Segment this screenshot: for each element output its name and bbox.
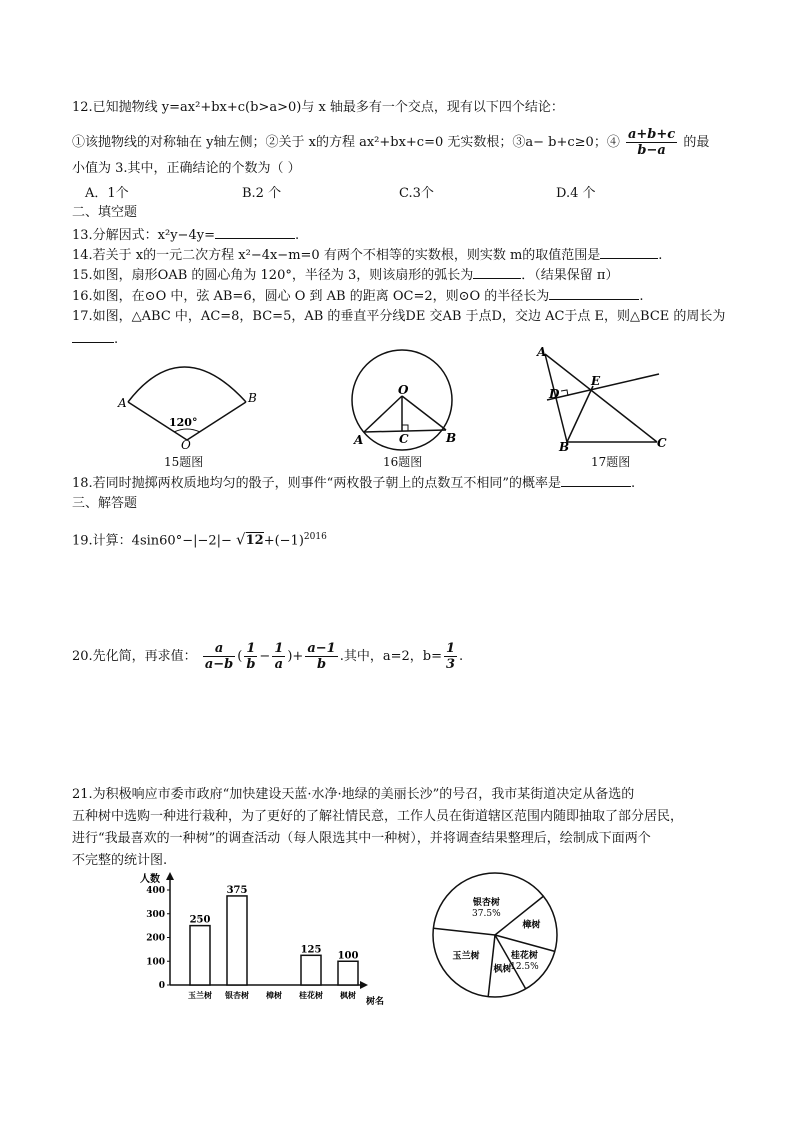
q16-period: . bbox=[639, 289, 644, 304]
category-label: 桂花树 bbox=[299, 990, 323, 1000]
q12-line1: 12.已知抛物线 y=ax²+bx+c(b>a>0)与 x 轴最多有一个交点，现有以下四个结论： bbox=[72, 100, 564, 115]
pie-slices bbox=[433, 873, 557, 997]
q12-option-a: A．1个 bbox=[85, 186, 129, 201]
y-tick-label: 300 bbox=[146, 909, 165, 920]
pie-slice-percent: 37.5% bbox=[472, 909, 501, 920]
q20-frac-4 bbox=[305, 641, 337, 672]
q18-period: . bbox=[630, 476, 636, 491]
sector-arc bbox=[128, 367, 246, 402]
pie-slice-percent: 12.5% bbox=[510, 961, 539, 972]
q13-text: 13.分解因式：x²y−4y= bbox=[72, 228, 215, 243]
q21-line2: 五种树中选购一种进行栽种，为了更好的了解社情民意，工作人员在街道辖区范围内随即抽取了部分居民， bbox=[72, 809, 684, 824]
q19-radicand: 12 bbox=[245, 533, 264, 549]
q20-frac-1-num: a bbox=[203, 641, 235, 657]
bar-value-label: 375 bbox=[226, 884, 248, 896]
q12-line2-end: 的最 bbox=[683, 135, 710, 150]
figure-17-svg bbox=[533, 346, 673, 452]
bar bbox=[301, 955, 321, 985]
right-angle-mark bbox=[402, 425, 408, 431]
q16-text: 16.如图，在⊙O 中，弦 AB=6，圆心 O 到 AB 的距离 OC=2，则⊙O 的半径长为 bbox=[72, 289, 550, 304]
q21-line1: 21.为积极响应市委市政府“加快建设天蓝·水净·地绿的美丽长沙”的号召，我市某街道决定从备选的 bbox=[72, 787, 635, 802]
side-ac bbox=[545, 354, 657, 442]
q15 bbox=[72, 266, 618, 285]
q20-paren-open: ( bbox=[237, 649, 243, 664]
figure-16 bbox=[340, 346, 465, 458]
x-axis-label: 树名 bbox=[366, 997, 385, 1007]
label-b: B bbox=[559, 440, 570, 452]
pie-slice-label: 枫树 bbox=[493, 964, 512, 975]
q12-frac-num: a+b+c bbox=[627, 127, 676, 142]
figure-15 bbox=[112, 350, 262, 454]
bar-value-label: 100 bbox=[337, 950, 359, 962]
q20-frac-5 bbox=[444, 641, 457, 672]
perpendicular-bisector bbox=[547, 374, 659, 400]
figure-17 bbox=[533, 346, 673, 456]
label-o: O bbox=[398, 383, 409, 397]
q17-answer-blank bbox=[72, 330, 114, 343]
bar-chart bbox=[130, 870, 390, 1014]
pie-slice-label: 银杏树 bbox=[472, 898, 500, 909]
q15-answer-blank bbox=[473, 266, 521, 279]
label-a: A bbox=[354, 433, 364, 447]
q20-frac-1-den: a−b bbox=[204, 657, 234, 672]
x-axis-arrow bbox=[360, 981, 368, 989]
y-axis-label: 人数 bbox=[140, 874, 160, 885]
q12-option-d: D.4 个 bbox=[556, 186, 596, 201]
q20-frac-3-den: a bbox=[274, 657, 284, 672]
category-label: 玉兰树 bbox=[188, 990, 212, 1000]
q15-text: 15.如图，扇形OAB 的圆心角为 120°，半径为 3，则该扇形的弧长为 bbox=[72, 268, 474, 283]
q21-line4: 不完整的统计图. bbox=[72, 853, 168, 868]
label-angle: 120° bbox=[169, 416, 198, 429]
label-a: A bbox=[118, 396, 127, 410]
q20-frac-5-num: 1 bbox=[445, 641, 456, 656]
q20-frac-2-num: 1 bbox=[244, 641, 257, 657]
q19-text: 19.计算：4sin60°−|−2|− bbox=[72, 533, 232, 549]
y-tick-label: 100 bbox=[146, 957, 165, 968]
q12-frac-den: b−a bbox=[637, 143, 666, 158]
label-o: O bbox=[181, 438, 191, 450]
figure-15-caption: 15题图 bbox=[164, 455, 204, 469]
label-a: A bbox=[537, 346, 547, 359]
category-label: 银杏树 bbox=[225, 990, 249, 1000]
bar bbox=[338, 961, 358, 985]
category-label: 樟树 bbox=[266, 990, 282, 1000]
q18-text: 18.若同时抛掷两枚质地均匀的骰子，则事件“两枚骰子朝上的点数互不相同”的概率是 bbox=[72, 476, 561, 491]
bar bbox=[190, 926, 210, 985]
q12-line2 bbox=[72, 127, 709, 158]
pie-chart-svg bbox=[425, 865, 565, 1005]
label-b: B bbox=[248, 391, 257, 405]
pie-slice-label: 玉兰树 bbox=[452, 951, 480, 962]
figure-17-caption: 17题图 bbox=[591, 455, 631, 469]
q12-option-b: B.2 个 bbox=[242, 186, 282, 201]
q20-end: . bbox=[459, 649, 464, 664]
category-label: 枫树 bbox=[340, 990, 356, 1000]
q20-frac-3-num: 1 bbox=[274, 641, 284, 656]
figure-16-svg bbox=[340, 346, 465, 454]
label-e: E bbox=[591, 374, 601, 388]
q20-frac-4-num: a−1 bbox=[307, 641, 336, 656]
q20-frac-2 bbox=[244, 641, 257, 672]
q19 bbox=[72, 528, 327, 550]
q12-line3: 小值为 3.其中，正确结论的个数为（ ） bbox=[72, 161, 301, 176]
q17-period: . bbox=[114, 332, 119, 347]
q18 bbox=[72, 474, 635, 493]
q13-answer-blank bbox=[215, 226, 295, 239]
pie-slice-label: 樟树 bbox=[522, 920, 541, 931]
q12-line2-text: ①该抛物线的对称轴在 y轴左侧；②关于 x的方程 ax²+bx+c=0 无实数根；③a− b+c≥0；④ bbox=[72, 135, 620, 150]
y-tick-label: 200 bbox=[146, 933, 165, 944]
sqrt-symbol: √ bbox=[236, 530, 246, 549]
section-fill-in: 二、填空题 bbox=[72, 205, 138, 220]
q20-prefix: 20.先化简，再求值： bbox=[72, 649, 197, 664]
q18-answer-blank bbox=[561, 474, 631, 487]
q14-period: . bbox=[658, 248, 663, 263]
bar bbox=[227, 896, 247, 985]
q17: 17.如图，△ABC 中，AC=8，BC=5，AB 的垂直平分线DE 交AB 于点D，交边 AC于点 E，则△BCE 的周长为 bbox=[72, 309, 726, 324]
q20-frac-2-den: b bbox=[246, 657, 256, 672]
angle-arc bbox=[174, 429, 200, 432]
pie-slice-label: 桂花树 bbox=[510, 950, 538, 961]
q20-mid: .其中，a=2，b= bbox=[339, 649, 442, 664]
q20-frac-3 bbox=[272, 641, 285, 672]
bar-value-label: 250 bbox=[189, 914, 211, 926]
y-tick-label: 400 bbox=[146, 886, 165, 896]
label-d: D bbox=[549, 387, 560, 401]
q21-line3: 进行“我最喜欢的一种树”的调查活动（每人限选其中一种树），并将调查结果整理后，绘制成下面两个 bbox=[72, 831, 651, 846]
q13 bbox=[72, 226, 299, 245]
label-c: C bbox=[657, 436, 667, 450]
label-b: B bbox=[446, 431, 457, 445]
q20-minus: − bbox=[259, 649, 271, 664]
bar-value-label: 125 bbox=[300, 944, 322, 956]
q14-answer-blank bbox=[600, 246, 658, 259]
y-ticks bbox=[146, 886, 170, 991]
q16 bbox=[72, 287, 643, 306]
bars bbox=[190, 885, 359, 985]
y-axis-arrow bbox=[166, 872, 174, 880]
q20-paren-close: )+ bbox=[287, 649, 304, 664]
q15-text-end: ．（结果保留 π） bbox=[521, 268, 619, 283]
q20 bbox=[72, 640, 463, 674]
figure-16-caption: 16题图 bbox=[383, 455, 423, 469]
q14 bbox=[72, 246, 662, 265]
label-c: C bbox=[399, 432, 409, 446]
segment-ob bbox=[402, 396, 446, 430]
y-tick-label: 0 bbox=[158, 981, 165, 991]
q20-frac-4-den: b bbox=[316, 657, 327, 672]
bar-chart-svg bbox=[130, 870, 390, 1010]
figure-15-svg bbox=[112, 350, 262, 450]
q14-text: 14.若关于 x的一元二次方程 x²−4x−m=0 有两个不相等的实数根，则实数 m的取值范围是 bbox=[72, 248, 601, 263]
q19-text-b: +(−1) bbox=[263, 533, 304, 549]
q17-blank-line bbox=[72, 330, 118, 349]
q20-frac-1 bbox=[203, 641, 235, 672]
q13-period: . bbox=[294, 228, 300, 243]
category-labels bbox=[188, 990, 356, 1000]
q19-exponent: 2016 bbox=[303, 532, 327, 542]
q12-fraction bbox=[626, 127, 677, 158]
segment-oa bbox=[364, 396, 402, 432]
q12-option-c: C.3个 bbox=[399, 186, 434, 201]
pie-chart bbox=[425, 865, 565, 1009]
section-answer: 三、解答题 bbox=[72, 496, 138, 511]
q16-answer-blank bbox=[549, 287, 639, 300]
q20-frac-5-den: 3 bbox=[445, 657, 456, 672]
